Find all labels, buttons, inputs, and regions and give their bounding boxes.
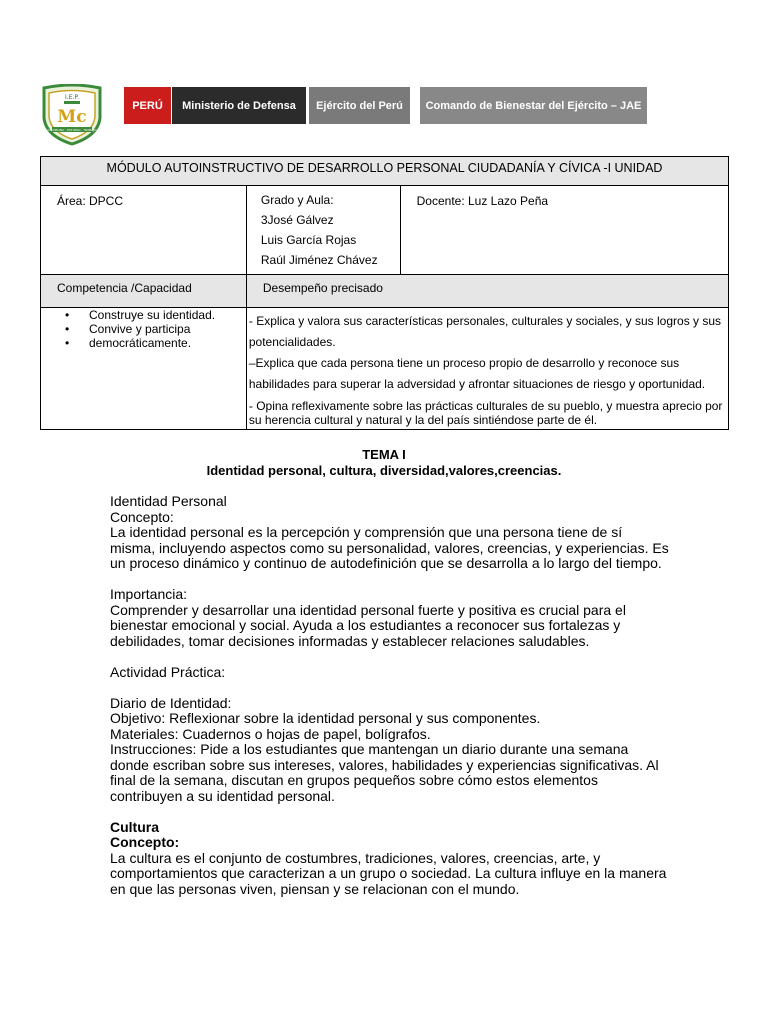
diario-title: Diario de Identidad: — [110, 694, 232, 711]
actividad-label: Actividad Práctica: — [110, 663, 226, 680]
cultura-text: La cultura es el conjunto de costumbres, tradiciones, valores, creencias, arte, y comportamientos que caracterizan a un grupo o sociedad. La cultura influye en la manera en que las personas viven, piensan y se relacionan con el mundo. — [110, 849, 667, 897]
gov-bar-ministerio: Ministerio de Defensa — [172, 87, 306, 124]
materiales-text: Materiales: Cuadernos o hojas de papel, bolígrafos. — [110, 725, 431, 742]
competencia-header: Competencia /Capacidad — [41, 275, 247, 308]
grado-line: Luis García Rojas — [260, 233, 357, 247]
gov-bar-ejercito: Ejército del Perú — [309, 87, 410, 124]
grado-line: 3José Gálvez — [260, 213, 334, 227]
area-cell: Área: DPCC — [41, 186, 247, 275]
school-crest-logo — [40, 84, 104, 146]
competencia-item: • Convive y participa — [65, 322, 246, 336]
document-body — [110, 494, 670, 897]
objetivo-text: Objetivo: Reflexionar sobre la identidad personal y sus componentes. — [110, 710, 541, 726]
grado-line: Raúl Jiménez Chávez — [260, 253, 378, 267]
concepto-text: La identidad personal es la percepción y comprensión que una persona tiene de sí misma, incluyendo aspectos como su personalidad, valores, creencias, y experiencias. Es un proceso dinámico y continuo de autodefinición que se desarrolla a lo largo del tiempo. — [110, 524, 669, 571]
module-info-table — [40, 156, 729, 430]
importancia-label: Importancia: — [110, 586, 188, 602]
desempeno-item: –Explica que cada persona tiene un proceso propio de desarrollo y reconoce sus habilidades para superar la adversidad y afrontar situaciones de riesgo y oportunidad. — [248, 356, 706, 391]
desempeno-item: - Opina reflexivamente sobre las prácticas culturales de su pueblo, y muestra aprecio por su herencia cultural y natural y la del país sintiéndose parte de él. — [248, 399, 723, 427]
logo-top-text: I.E.P. — [65, 94, 79, 101]
tema-subtitle: Identidad personal, cultura, diversidad,valores,creencias. — [206, 463, 562, 478]
gov-bar-comando: Comando de Bienestar del Ejército – JAE — [420, 87, 647, 124]
docente-cell: Docente: Luz Lazo Peña — [400, 186, 728, 275]
competencias-cell — [41, 308, 247, 430]
module-title: MÓDULO AUTOINSTRUCTIVO DE DESARROLLO PERSONAL CIUDADANÍA Y CÍVICA -I UNIDAD — [41, 157, 729, 186]
identidad-title: Identidad Personal — [110, 493, 227, 509]
importancia-text: Comprender y desarrollar una identidad personal fuerte y positiva es crucial para el bienestar emocional y social. Ayuda a los estudiantes a reconocer sus fortalezas y debilidades, tomar decisiones informadas y establecer relaciones saludables. — [110, 601, 626, 649]
desempeno-header: Desempeño precisado — [246, 275, 728, 308]
instrucciones-text: Instrucciones: Pide a los estudiantes que mantengan un diario durante una semana donde escriban sobre sus intereses, valores, habilidades y experiencias significativas. Al final de la semana, discutan en grupos pequeños sobre cómo estos elementos contribuyen a su identidad personal. — [110, 741, 659, 804]
competencias-list — [41, 308, 246, 350]
logo-motto: DISCIPLINA · ESTUDIO · TRABAJO — [47, 128, 97, 132]
grado-label: Grado y Aula: — [260, 193, 334, 207]
desempenos-cell — [246, 308, 728, 430]
gov-bar-peru: PERÚ — [124, 87, 171, 124]
competencia-item: • Construye su identidad. — [65, 308, 246, 322]
concepto-label: Concepto: — [110, 508, 174, 525]
desempeno-item: - Explica y valora sus características personales, culturales y sociales, y sus logros y sus potencialidades. — [248, 314, 722, 349]
competencia-item: • democráticamente. — [65, 336, 246, 350]
svg-text:Mc: Mc — [57, 107, 87, 127]
cultura-title: Cultura — [110, 818, 159, 835]
tema-label: TEMA I — [362, 447, 406, 462]
cultura-concepto-label: Concepto: — [110, 834, 180, 850]
grado-cell — [246, 186, 400, 275]
